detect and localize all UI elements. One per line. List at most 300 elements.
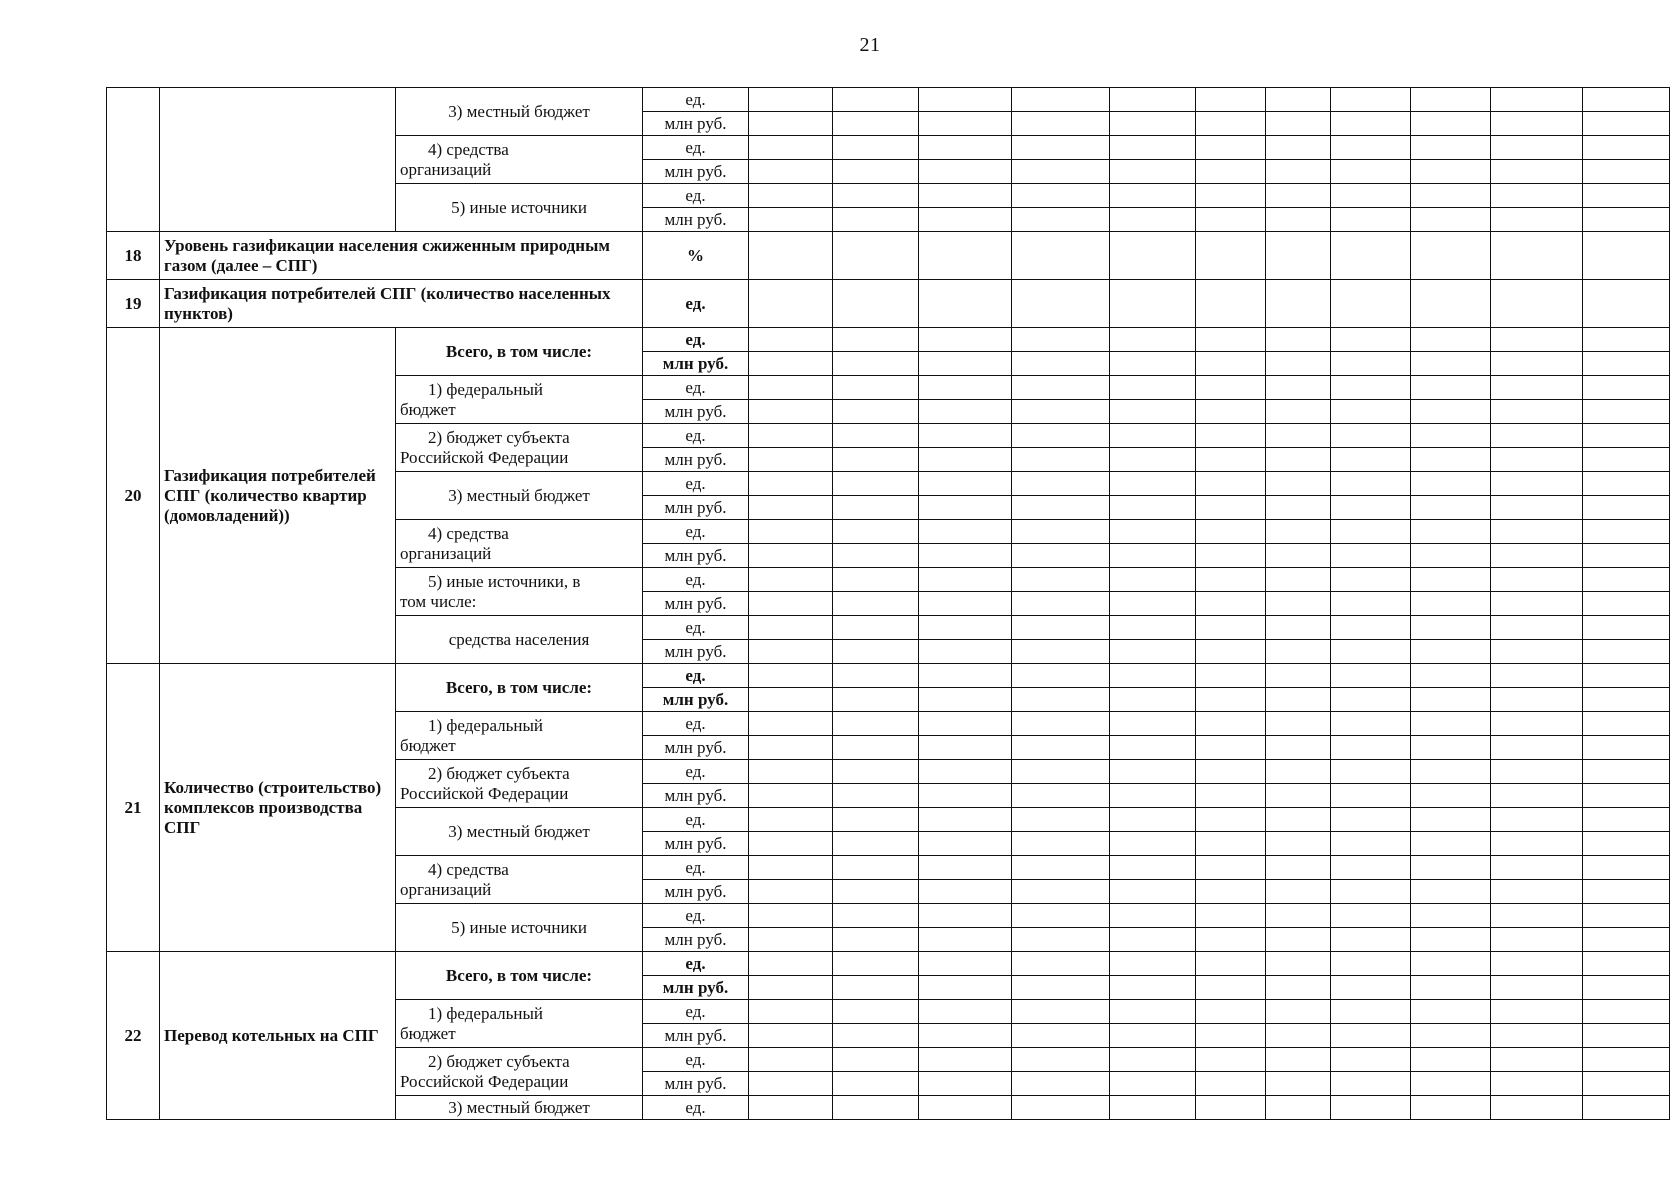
value-cell xyxy=(1411,712,1491,736)
value-cell xyxy=(1411,328,1491,352)
value-cell xyxy=(749,400,833,424)
value-cell xyxy=(919,184,1012,208)
value-cell xyxy=(749,640,833,664)
value-cell xyxy=(1266,976,1331,1000)
value-cell xyxy=(749,88,833,112)
value-cell xyxy=(1331,448,1411,472)
unit-mln: млн руб. xyxy=(643,688,749,712)
value-cell xyxy=(833,1000,919,1024)
value-cell xyxy=(1196,568,1266,592)
value-cell xyxy=(1331,592,1411,616)
value-cell xyxy=(1196,784,1266,808)
value-cell xyxy=(1583,544,1670,568)
value-cell xyxy=(1266,400,1331,424)
value-cell xyxy=(919,904,1012,928)
value-cell xyxy=(1411,928,1491,952)
value-cell xyxy=(833,136,919,160)
value-cell xyxy=(1411,88,1491,112)
value-cell xyxy=(1266,664,1331,688)
value-cell xyxy=(749,208,833,232)
value-cell xyxy=(1012,1048,1110,1072)
value-cell xyxy=(1411,688,1491,712)
value-cell xyxy=(1411,640,1491,664)
value-cell xyxy=(1331,1072,1411,1096)
value-cell xyxy=(1411,1096,1491,1120)
value-cell xyxy=(1012,856,1110,880)
value-cell xyxy=(1012,664,1110,688)
value-cell xyxy=(749,952,833,976)
source-total: Всего, в том числе: xyxy=(396,952,643,1000)
value-cell xyxy=(1110,712,1196,736)
value-cell xyxy=(749,712,833,736)
value-cell xyxy=(1196,184,1266,208)
value-cell xyxy=(833,784,919,808)
value-cell xyxy=(1411,472,1491,496)
value-cell xyxy=(1266,520,1331,544)
value-cell xyxy=(1110,616,1196,640)
value-cell xyxy=(1411,952,1491,976)
value-cell xyxy=(1583,976,1670,1000)
value-cell xyxy=(833,928,919,952)
value-cell xyxy=(1331,928,1411,952)
value-cell xyxy=(1012,88,1110,112)
source-federal: 1) федеральный бюджет xyxy=(396,712,643,760)
value-cell xyxy=(919,952,1012,976)
value-cell xyxy=(919,88,1012,112)
value-cell xyxy=(1583,424,1670,448)
value-cell xyxy=(1110,1072,1196,1096)
value-cell xyxy=(1110,232,1196,280)
value-cell xyxy=(1331,856,1411,880)
value-cell xyxy=(1583,496,1670,520)
unit-ed: ед. xyxy=(643,1000,749,1024)
value-cell xyxy=(1491,232,1583,280)
value-cell xyxy=(1583,400,1670,424)
value-cell xyxy=(833,232,919,280)
value-cell xyxy=(1012,1000,1110,1024)
value-cell xyxy=(1196,760,1266,784)
value-cell xyxy=(1266,328,1331,352)
value-cell xyxy=(749,928,833,952)
value-cell xyxy=(1012,616,1110,640)
value-cell xyxy=(1583,832,1670,856)
value-cell xyxy=(833,664,919,688)
value-cell xyxy=(833,160,919,184)
value-cell xyxy=(1012,424,1110,448)
value-cell xyxy=(919,712,1012,736)
value-cell xyxy=(833,184,919,208)
value-cell xyxy=(1331,1024,1411,1048)
value-cell xyxy=(1331,472,1411,496)
value-cell xyxy=(1331,544,1411,568)
value-cell xyxy=(749,664,833,688)
source-population: средства населения xyxy=(396,616,643,664)
value-cell xyxy=(749,280,833,328)
unit-mln: млн руб. xyxy=(643,400,749,424)
value-cell xyxy=(1331,496,1411,520)
value-cell xyxy=(833,568,919,592)
row-number: 19 xyxy=(107,280,160,328)
value-cell xyxy=(1110,736,1196,760)
value-cell xyxy=(1491,736,1583,760)
value-cell xyxy=(919,856,1012,880)
value-cell xyxy=(1583,208,1670,232)
value-cell xyxy=(1196,448,1266,472)
value-cell xyxy=(1491,136,1583,160)
unit-mln: млн руб. xyxy=(643,448,749,472)
value-cell xyxy=(919,448,1012,472)
value-cell xyxy=(833,808,919,832)
value-cell xyxy=(1196,616,1266,640)
value-cell xyxy=(1411,760,1491,784)
value-cell xyxy=(749,784,833,808)
value-cell xyxy=(1110,184,1196,208)
value-cell xyxy=(1583,568,1670,592)
unit-mln: млн руб. xyxy=(643,496,749,520)
value-cell xyxy=(1331,232,1411,280)
value-cell xyxy=(1012,1072,1110,1096)
value-cell xyxy=(1583,904,1670,928)
value-cell xyxy=(1012,712,1110,736)
source-other-including: 5) иные источники, в том числе: xyxy=(396,568,643,616)
value-cell xyxy=(1583,352,1670,376)
value-cell xyxy=(1012,232,1110,280)
value-cell xyxy=(749,880,833,904)
source-organizations: 4) средства организаций xyxy=(396,520,643,568)
value-cell xyxy=(1331,112,1411,136)
value-cell xyxy=(1331,88,1411,112)
value-cell xyxy=(1110,520,1196,544)
value-cell xyxy=(1196,976,1266,1000)
value-cell xyxy=(1583,280,1670,328)
value-cell xyxy=(1331,1000,1411,1024)
unit-ed: ед. xyxy=(643,568,749,592)
value-cell xyxy=(1411,1072,1491,1096)
value-cell xyxy=(749,904,833,928)
value-cell xyxy=(1012,640,1110,664)
value-cell xyxy=(1012,352,1110,376)
value-cell xyxy=(1331,832,1411,856)
value-cell xyxy=(1491,1048,1583,1072)
unit-ed: ед. xyxy=(643,616,749,640)
value-cell xyxy=(749,736,833,760)
value-cell xyxy=(1266,904,1331,928)
value-cell xyxy=(1583,232,1670,280)
value-cell xyxy=(1110,496,1196,520)
value-cell xyxy=(1196,1024,1266,1048)
value-cell xyxy=(1491,1096,1583,1120)
unit-ed: ед. xyxy=(643,520,749,544)
value-cell xyxy=(749,1072,833,1096)
value-cell xyxy=(1331,760,1411,784)
value-cell xyxy=(1583,160,1670,184)
value-cell xyxy=(1012,1024,1110,1048)
value-cell xyxy=(1012,472,1110,496)
value-cell xyxy=(1331,712,1411,736)
value-cell xyxy=(1583,1000,1670,1024)
unit-mln: млн руб. xyxy=(643,640,749,664)
value-cell xyxy=(749,544,833,568)
value-cell xyxy=(1411,448,1491,472)
value-cell xyxy=(1411,856,1491,880)
value-cell xyxy=(1583,1072,1670,1096)
table-row xyxy=(107,280,1670,328)
value-cell xyxy=(1583,880,1670,904)
value-cell xyxy=(1411,1000,1491,1024)
value-cell xyxy=(1266,472,1331,496)
table-row xyxy=(107,664,1670,688)
unit-ed: ед. xyxy=(643,808,749,832)
value-cell xyxy=(749,352,833,376)
value-cell xyxy=(1491,688,1583,712)
value-cell xyxy=(1411,592,1491,616)
value-cell xyxy=(1196,376,1266,400)
unit-ed: ед. xyxy=(643,1096,749,1120)
value-cell xyxy=(1411,160,1491,184)
table-row xyxy=(107,328,1670,352)
value-cell xyxy=(1012,184,1110,208)
value-cell xyxy=(919,928,1012,952)
value-cell xyxy=(833,760,919,784)
value-cell xyxy=(1331,184,1411,208)
value-cell xyxy=(1110,280,1196,328)
value-cell xyxy=(833,352,919,376)
value-cell xyxy=(1110,640,1196,664)
value-cell xyxy=(1012,808,1110,832)
unit-ed: ед. xyxy=(643,712,749,736)
value-cell xyxy=(1012,688,1110,712)
value-cell xyxy=(1266,760,1331,784)
row-number: 21 xyxy=(107,664,160,952)
value-cell xyxy=(919,208,1012,232)
value-cell xyxy=(1491,400,1583,424)
value-cell xyxy=(749,496,833,520)
value-cell xyxy=(833,1096,919,1120)
value-cell xyxy=(1583,328,1670,352)
value-cell xyxy=(749,232,833,280)
value-cell xyxy=(919,136,1012,160)
value-cell xyxy=(1266,232,1331,280)
value-cell xyxy=(833,496,919,520)
value-cell xyxy=(1491,1000,1583,1024)
value-cell xyxy=(1583,928,1670,952)
value-cell xyxy=(1331,880,1411,904)
value-cell xyxy=(1110,1024,1196,1048)
value-cell xyxy=(1196,160,1266,184)
source-total: Всего, в том числе: xyxy=(396,328,643,376)
source-local: 3) местный бюджет xyxy=(396,1096,643,1120)
value-cell xyxy=(1331,568,1411,592)
value-cell xyxy=(749,832,833,856)
value-cell xyxy=(1583,1048,1670,1072)
value-cell xyxy=(1266,160,1331,184)
value-cell xyxy=(1411,376,1491,400)
value-cell xyxy=(833,904,919,928)
value-cell xyxy=(1583,592,1670,616)
unit-mln: млн руб. xyxy=(643,352,749,376)
value-cell xyxy=(919,784,1012,808)
value-cell xyxy=(1331,1048,1411,1072)
source-subject: 2) бюджет субъекта Российской Федерации xyxy=(396,424,643,472)
value-cell xyxy=(919,376,1012,400)
value-cell xyxy=(1110,904,1196,928)
value-cell xyxy=(1012,328,1110,352)
value-cell xyxy=(1110,376,1196,400)
value-cell xyxy=(1411,280,1491,328)
value-cell xyxy=(1411,400,1491,424)
value-cell xyxy=(919,616,1012,640)
source-other: 5) иные источники xyxy=(396,184,643,232)
value-cell xyxy=(1411,664,1491,688)
value-cell xyxy=(1266,280,1331,328)
value-cell xyxy=(1331,784,1411,808)
value-cell xyxy=(1491,496,1583,520)
value-cell xyxy=(749,808,833,832)
value-cell xyxy=(919,280,1012,328)
value-cell xyxy=(1196,952,1266,976)
value-cell xyxy=(1266,496,1331,520)
value-cell xyxy=(1583,712,1670,736)
value-cell xyxy=(1012,136,1110,160)
value-cell xyxy=(1266,712,1331,736)
value-cell xyxy=(1110,448,1196,472)
value-cell xyxy=(833,472,919,496)
value-cell xyxy=(749,760,833,784)
value-cell xyxy=(1110,328,1196,352)
value-cell xyxy=(1331,280,1411,328)
value-cell xyxy=(1583,736,1670,760)
table-row xyxy=(107,952,1670,976)
value-cell xyxy=(1266,352,1331,376)
value-cell xyxy=(1331,520,1411,544)
value-cell xyxy=(1411,880,1491,904)
value-cell xyxy=(919,640,1012,664)
row-title: Количество (строительство) комплексов производства СПГ xyxy=(160,664,396,952)
value-cell xyxy=(1583,1024,1670,1048)
value-cell xyxy=(919,808,1012,832)
value-cell xyxy=(1196,880,1266,904)
value-cell xyxy=(1196,1072,1266,1096)
value-cell xyxy=(749,520,833,544)
value-cell xyxy=(1266,544,1331,568)
value-cell xyxy=(1196,328,1266,352)
value-cell xyxy=(1110,424,1196,448)
value-cell xyxy=(1331,736,1411,760)
source-total: Всего, в том числе: xyxy=(396,664,643,712)
value-cell xyxy=(749,376,833,400)
value-cell xyxy=(749,112,833,136)
value-cell xyxy=(1110,880,1196,904)
unit-ed: ед. xyxy=(643,1048,749,1072)
value-cell xyxy=(919,424,1012,448)
value-cell xyxy=(1491,184,1583,208)
unit-ed: ед. xyxy=(643,328,749,352)
value-cell xyxy=(1012,976,1110,1000)
source-local: 3) местный бюджет xyxy=(396,472,643,520)
value-cell xyxy=(833,88,919,112)
value-cell xyxy=(1110,664,1196,688)
value-cell xyxy=(1411,904,1491,928)
value-cell xyxy=(919,1000,1012,1024)
value-cell xyxy=(1266,1024,1331,1048)
value-cell xyxy=(833,832,919,856)
value-cell xyxy=(1266,1072,1331,1096)
value-cell xyxy=(1331,616,1411,640)
value-cell xyxy=(1012,568,1110,592)
value-cell xyxy=(1411,808,1491,832)
row-title: Газификация потребителей СПГ (количество квартир (домовладений)) xyxy=(160,328,396,664)
value-cell xyxy=(1583,664,1670,688)
value-cell xyxy=(1110,544,1196,568)
value-cell xyxy=(1012,760,1110,784)
value-cell xyxy=(1266,616,1331,640)
value-cell xyxy=(1331,952,1411,976)
value-cell xyxy=(919,232,1012,280)
value-cell xyxy=(1110,208,1196,232)
source-local: 3) местный бюджет xyxy=(396,808,643,856)
page-number: 21 xyxy=(859,34,881,56)
unit-ed: ед. xyxy=(643,136,749,160)
value-cell xyxy=(1012,736,1110,760)
value-cell xyxy=(1196,112,1266,136)
value-cell xyxy=(833,376,919,400)
value-cell xyxy=(1196,904,1266,928)
value-cell xyxy=(1331,424,1411,448)
unit-mln: млн руб. xyxy=(643,976,749,1000)
value-cell xyxy=(833,640,919,664)
unit-ed: ед. xyxy=(643,424,749,448)
value-cell xyxy=(1411,208,1491,232)
value-cell xyxy=(1491,376,1583,400)
value-cell xyxy=(1411,784,1491,808)
value-cell xyxy=(1196,472,1266,496)
value-cell xyxy=(833,544,919,568)
unit-ed: ед. xyxy=(643,280,749,328)
value-cell xyxy=(1266,1048,1331,1072)
value-cell xyxy=(1110,160,1196,184)
value-cell xyxy=(1110,976,1196,1000)
table-row xyxy=(107,88,1670,112)
value-cell xyxy=(1491,280,1583,328)
value-cell xyxy=(919,328,1012,352)
value-cell xyxy=(1110,832,1196,856)
row-title-cell xyxy=(160,88,396,232)
value-cell xyxy=(1196,544,1266,568)
value-cell xyxy=(1491,616,1583,640)
value-cell xyxy=(749,184,833,208)
value-cell xyxy=(1266,640,1331,664)
unit-mln: млн руб. xyxy=(643,592,749,616)
value-cell xyxy=(1266,880,1331,904)
unit-ed: ед. xyxy=(643,664,749,688)
value-cell xyxy=(1491,664,1583,688)
value-cell xyxy=(1411,232,1491,280)
value-cell xyxy=(1331,400,1411,424)
row-title: Уровень газификации населения сжиженным природным газом (далее – СПГ) xyxy=(160,232,643,280)
value-cell xyxy=(1411,112,1491,136)
unit-mln: млн руб. xyxy=(643,112,749,136)
row-number: 22 xyxy=(107,952,160,1120)
value-cell xyxy=(1491,160,1583,184)
value-cell xyxy=(749,856,833,880)
source-federal: 1) федеральный бюджет xyxy=(396,1000,643,1048)
value-cell xyxy=(1491,760,1583,784)
value-cell xyxy=(1266,112,1331,136)
value-cell xyxy=(1012,520,1110,544)
value-cell xyxy=(833,424,919,448)
table-row xyxy=(107,232,1670,280)
value-cell xyxy=(1583,520,1670,544)
